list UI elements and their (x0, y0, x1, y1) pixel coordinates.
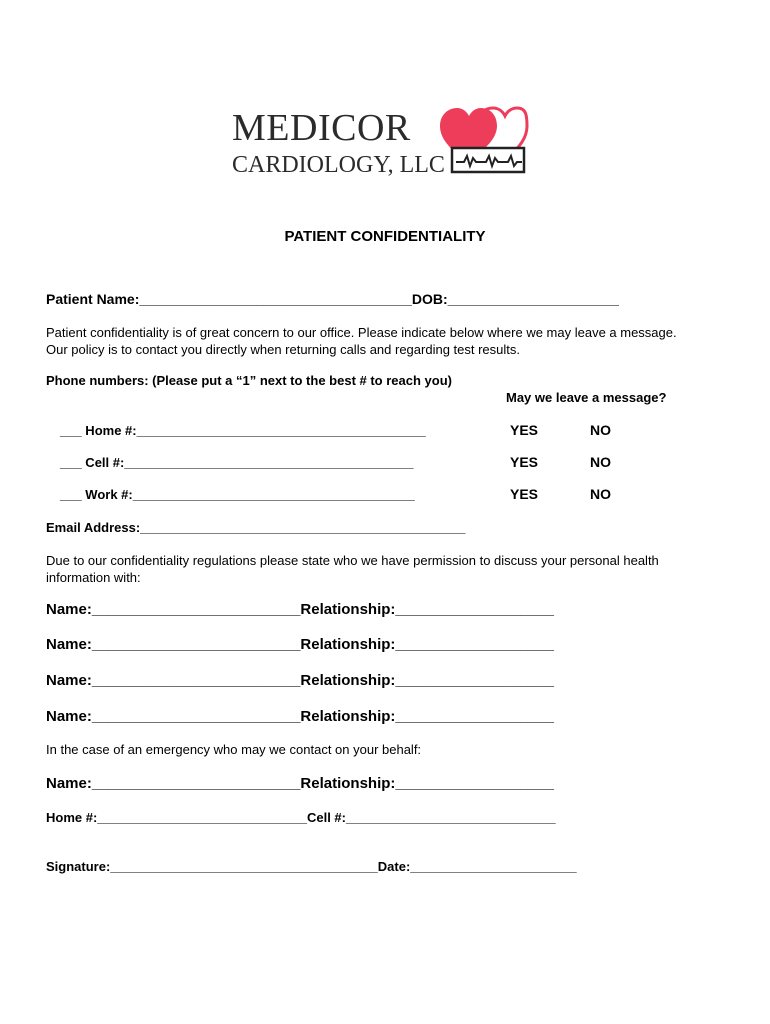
home-phone-field[interactable]: ___ Home #:________________________________________ (60, 423, 426, 438)
permission-text-line1: Due to our confidentiality regulations please state who we have permission to discuss your personal health (46, 553, 659, 568)
intro-text-line2: Our policy is to contact you directly when returning calls and regarding test results. (46, 342, 521, 357)
email-address-field[interactable]: Email Address:_____________________________________________ (46, 520, 466, 535)
leave-message-heading: May we leave a message? (506, 390, 667, 405)
intro-text-line1: Patient confidentiality is of great concern to our office. Please indicate below where we may leave a message. (46, 325, 677, 340)
contact-row[interactable]: Name:_________________________Relationship:___________________ (46, 708, 554, 725)
home-no-option[interactable]: NO (590, 422, 611, 438)
permission-text-line2: information with: (46, 570, 141, 585)
home-yes-option[interactable]: YES (510, 422, 539, 438)
emergency-text: In the case of an emergency who may we contact on your behalf: (46, 742, 422, 757)
logo-name: MEDICOR (232, 107, 411, 149)
emergency-contact-row[interactable]: Name:_________________________Relationship:___________________ (46, 775, 554, 792)
patient-name-dob-field[interactable]: Patient Name:___________________________________DOB:______________________ (46, 291, 619, 307)
emergency-phones-row[interactable]: Home #:_____________________________Cell #:_____________________________ (46, 810, 556, 825)
cell-no-option[interactable]: NO (590, 454, 611, 470)
contact-row[interactable]: Name:_________________________Relationship:___________________ (46, 636, 554, 653)
work-phone-field[interactable]: ___ Work #:_______________________________________ (60, 487, 415, 502)
logo-subtitle: CARDIOLOGY, LLC (232, 152, 445, 178)
hearts-ekg-icon (438, 104, 530, 183)
signature-date-row[interactable]: Signature:_____________________________________Date:_______________________ (46, 859, 577, 874)
work-no-option[interactable]: NO (590, 486, 611, 502)
page-title: PATIENT CONFIDENTIALITY (284, 228, 486, 245)
work-yes-option[interactable]: YES (510, 486, 539, 502)
contact-row[interactable]: Name:_________________________Relationship:___________________ (46, 672, 554, 689)
cell-yes-option[interactable]: YES (510, 454, 539, 470)
phone-numbers-heading: Phone numbers: (Please put a “1” next to the best # to reach you) (46, 373, 452, 388)
contact-row[interactable]: Name:_________________________Relationship:___________________ (46, 601, 554, 618)
cell-phone-field[interactable]: ___ Cell #:________________________________________ (60, 455, 414, 470)
